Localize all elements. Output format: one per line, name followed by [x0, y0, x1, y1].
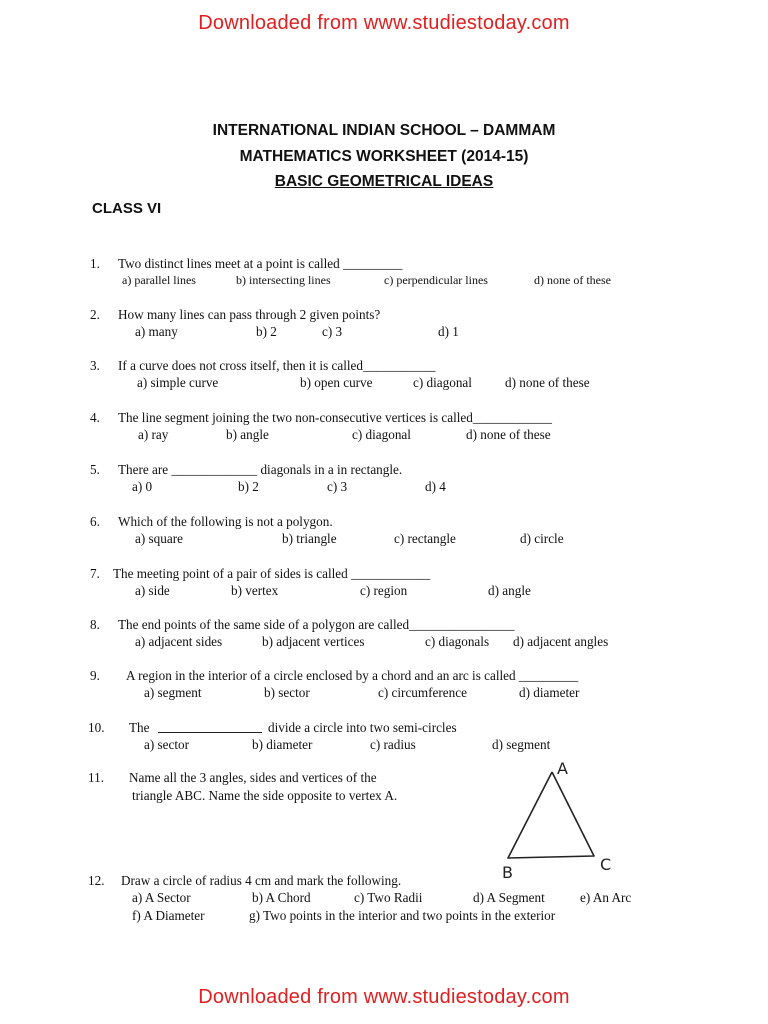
question-11	[0, 770, 768, 806]
option: b) diameter	[252, 737, 313, 752]
option: b) 2	[256, 324, 277, 339]
option: c) circumference	[378, 685, 467, 700]
option: b) 2	[238, 479, 259, 494]
option: a) parallel lines	[122, 273, 196, 287]
option: b) triangle	[282, 531, 337, 546]
option: d) segment	[492, 737, 551, 752]
answer-blank	[158, 732, 262, 733]
download-banner-bottom: Downloaded from www.studiestoday.com	[198, 986, 570, 1008]
option: c) diagonals	[425, 634, 490, 649]
question-5	[0, 462, 768, 502]
option: b) open curve	[300, 375, 373, 390]
option: c) region	[360, 583, 408, 598]
triangle-abc-figure	[496, 756, 616, 880]
option: d) none of these	[534, 273, 611, 287]
question-number: 12.	[88, 873, 105, 888]
question-number: 7.	[90, 566, 100, 581]
question-number: 10.	[88, 720, 105, 735]
school-name: INTERNATIONAL INDIAN SCHOOL – DAMMAM	[212, 122, 556, 139]
option: a) 0	[132, 479, 153, 494]
question-1	[0, 256, 768, 296]
question-7	[0, 566, 768, 606]
question-number: 5.	[90, 462, 100, 477]
option: a) sector	[144, 737, 190, 752]
option: c) diagonal	[413, 375, 472, 390]
question-9	[0, 668, 768, 708]
option: b) adjacent vertices	[262, 634, 365, 649]
option: d) angle	[488, 583, 531, 598]
question-text: The line segment joining the two non-consecutive vertices is called____________	[118, 410, 552, 425]
download-banner-top: Downloaded from www.studiestoday.com	[198, 12, 570, 34]
option: f) A Diameter	[132, 908, 205, 923]
question-text: Two distinct lines meet at a point is called _________	[118, 256, 403, 271]
topic-title: BASIC GEOMETRICAL IDEAS	[274, 173, 494, 190]
triangle-outline	[508, 772, 594, 858]
option: a) adjacent sides	[135, 634, 223, 649]
option: a) square	[135, 531, 183, 546]
question-text: The meeting point of a pair of sides is called ____________	[113, 566, 431, 581]
question-8	[0, 617, 768, 657]
option: d) none of these	[466, 427, 551, 442]
question-number: 4.	[90, 410, 100, 425]
option: d) A Segment	[473, 890, 545, 905]
question-number: 6.	[90, 514, 100, 529]
option: b) angle	[226, 427, 269, 442]
option: a) segment	[144, 685, 202, 700]
question-12	[0, 873, 768, 929]
question-number: 11.	[88, 770, 104, 785]
option: d) circle	[520, 531, 564, 546]
question-6	[0, 514, 768, 554]
question-text-continued: divide a circle into two semi-circles	[268, 720, 457, 735]
question-number: 1.	[90, 256, 100, 271]
question-10	[0, 720, 768, 760]
option: d) adjacent angles	[513, 634, 609, 649]
option: d) 1	[438, 324, 459, 339]
question-text: Which of the following is not a polygon.	[118, 514, 333, 529]
question-text-line-1: Name all the 3 angles, sides and vertices of the	[129, 770, 377, 785]
option: c) diagonal	[352, 427, 411, 442]
question-2	[0, 307, 768, 347]
question-number: 9.	[90, 668, 100, 683]
question-number: 8.	[90, 617, 100, 632]
option: d) none of these	[505, 375, 590, 390]
question-4	[0, 410, 768, 450]
worksheet-title: MATHEMATICS WORKSHEET (2014-15)	[239, 148, 529, 165]
question-number: 2.	[90, 307, 100, 322]
option: c) radius	[370, 737, 416, 752]
option: b) intersecting lines	[236, 273, 331, 287]
option: a) A Sector	[132, 890, 191, 905]
option: a) side	[135, 583, 170, 598]
option: c) Two Radii	[354, 890, 423, 905]
option: a) simple curve	[137, 375, 219, 390]
option: c) 3	[322, 324, 343, 339]
question-text: There are _____________ diagonals in a in rectangle.	[118, 462, 403, 477]
vertex-label-c: C	[600, 855, 612, 874]
question-text: How many lines can pass through 2 given points?	[118, 307, 381, 322]
question-text: A region in the interior of a circle enclosed by a chord and an arc is called _________	[126, 668, 579, 683]
question-number: 3.	[90, 358, 100, 373]
option: a) ray	[138, 427, 169, 442]
vertex-label-a: A	[557, 759, 568, 778]
option: e) An Arc	[580, 890, 632, 905]
option: c) 3	[327, 479, 348, 494]
option: c) perpendicular lines	[384, 273, 488, 287]
question-3	[0, 358, 768, 398]
option: d) diameter	[519, 685, 580, 700]
option: a) many	[135, 324, 178, 339]
question-text: The	[129, 720, 150, 735]
option: c) rectangle	[394, 531, 456, 546]
question-text: Draw a circle of radius 4 cm and mark the following.	[121, 873, 402, 888]
option: b) sector	[264, 685, 310, 700]
option: d) 4	[425, 479, 446, 494]
class-label: CLASS VI	[92, 200, 162, 217]
question-text: If a curve does not cross itself, then it is called___________	[118, 358, 436, 373]
option: g) Two points in the interior and two points in the exterior	[249, 908, 556, 923]
option: b) A Chord	[252, 890, 311, 905]
question-text: The end points of the same side of a polygon are called________________	[118, 617, 515, 632]
vertex-label-b: B	[502, 863, 513, 880]
question-text-line-2: triangle ABC. Name the side opposite to vertex A.	[132, 788, 398, 803]
option: b) vertex	[231, 583, 279, 598]
